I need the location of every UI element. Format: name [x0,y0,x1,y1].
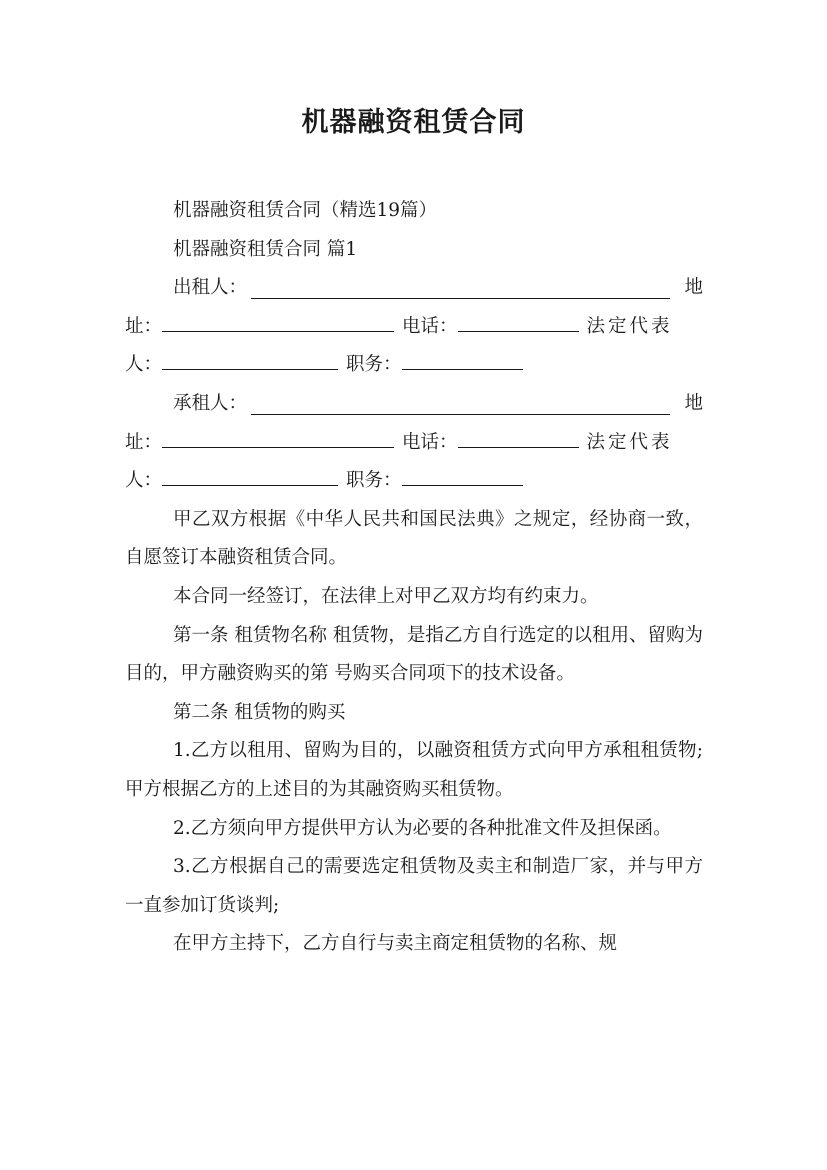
document-body [125,192,703,964]
lessee-label: 承租人： [173,392,248,414]
lessor-phone-blank[interactable] [458,311,579,332]
lessor-label: 出租人： [173,277,248,299]
lessee-name-line [125,385,703,424]
lessee-position-blank[interactable] [402,465,523,486]
lessee-phone-label: 电话： [402,431,458,453]
lessee-representative-blank[interactable] [162,465,338,486]
lessee-representative-label-tail: 人： [125,470,163,492]
article-heading: 第二条 租赁物的购买 [173,701,346,723]
section-heading: 机器融资租赁合同 篇1 [173,238,358,260]
lessor-phone-label: 电话： [402,315,458,337]
paragraph: 本合同一经签订，在法律上对甲乙双方均有约束力。 [173,585,599,607]
lessor-name-blank[interactable] [251,278,670,299]
lessor-address-line [125,308,703,347]
lessee-phone-blank[interactable] [458,427,579,448]
lessor-representative-label-head: 法定代表 [586,315,673,337]
lessor-representative-line [125,346,703,385]
paragraph: 甲乙双方根据《中华人民共和国民法典》之规定，经协商一致，自愿签订本融资租赁合同。 [125,508,703,569]
lessee-address-line [125,424,703,463]
lessee-representative-label-head: 法定代表 [586,431,673,453]
paragraph: 2.乙方须向甲方提供甲方认为必要的各种批准文件及担保函。 [173,817,672,839]
lessee-name-blank[interactable] [251,394,670,415]
lessor-name-line [125,269,703,308]
paragraph: 在甲方主持下，乙方自行与卖主商定租赁物的名称、规 [173,933,618,955]
lessor-position-label: 职务： [346,354,402,376]
lessor-address-label-tail: 址： [125,315,163,337]
lessor-representative-label-tail: 人： [125,354,163,376]
lessee-address-label-tail: 址： [125,431,163,453]
lessor-address-blank[interactable] [162,311,394,332]
paragraph: 3.乙方根据自己的需要选定租赁物及卖主和制造厂家，并与甲方一直参加订货谈判; [125,856,703,916]
lessor-position-blank[interactable] [402,349,523,370]
lessor-representative-blank[interactable] [162,349,338,370]
lessor-address-label-head: 地 [684,277,703,299]
lessee-address-label-head: 地 [684,392,703,414]
document-subtitle: 机器融资租赁合同（精选19篇） [173,200,438,221]
document-title: 机器融资租赁合同 [301,107,526,138]
paragraph: 1.乙方以租用、留购为目的，以融资租赁方式向甲方承租租赁物;甲方根据乙方的上述目的为其融资购买租赁物。 [125,740,703,800]
lessee-address-blank[interactable] [162,427,394,448]
lessee-position-label: 职务： [346,470,402,492]
lessee-representative-line [125,462,703,501]
paragraph: 第一条 租赁物名称 租赁物，是指乙方自行选定的以租用、留购为目的，甲方融资购买的第 号购买合同项下的技术设备。 [125,624,703,685]
